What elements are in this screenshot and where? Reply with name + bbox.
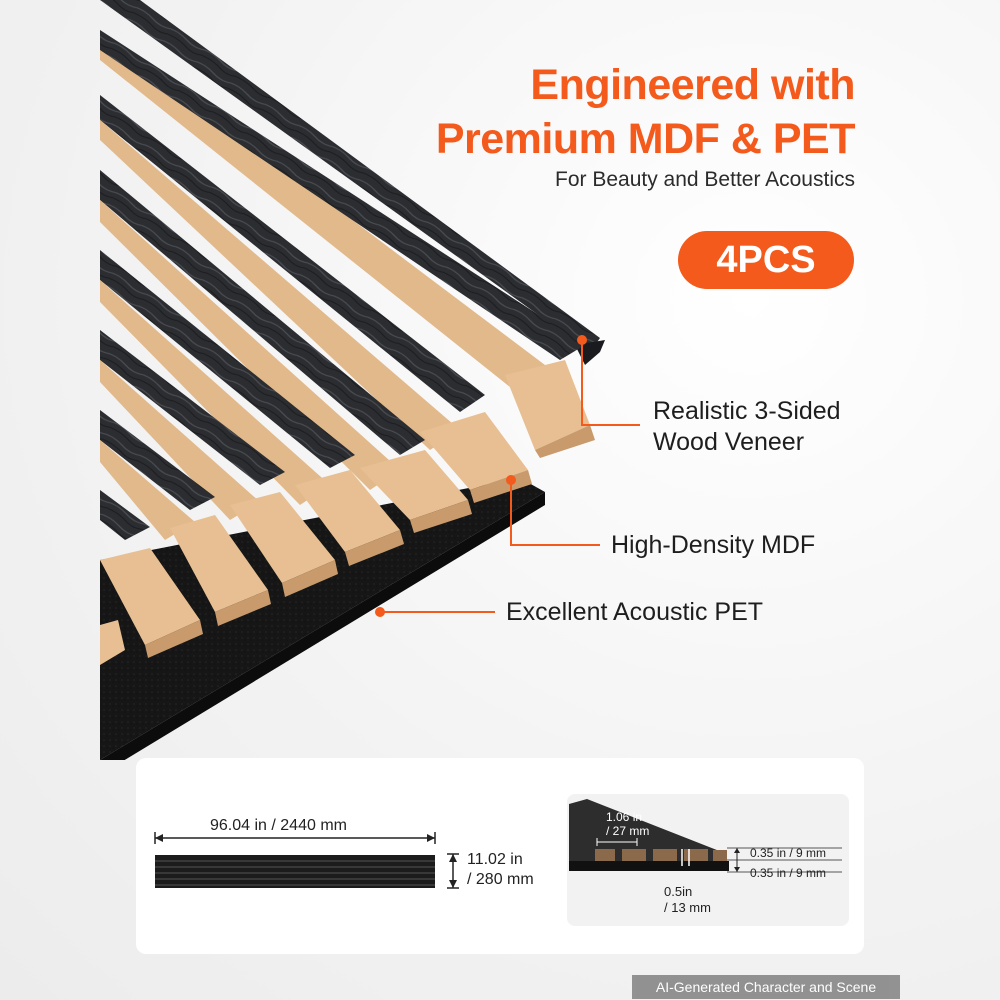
callout-pet: Excellent Acoustic PET: [506, 598, 764, 626]
callout-veneer-line-2: Wood Veneer: [653, 428, 805, 456]
ai-generated-watermark: AI-Generated Character and Scene: [632, 975, 900, 999]
callout-veneer-line-1: Realistic 3-Sided: [653, 397, 841, 425]
length-label: 96.04 in / 2440 mm: [210, 817, 347, 834]
callout-veneer: [653, 396, 841, 458]
callout-mdf: High-Density MDF: [611, 531, 816, 559]
gap-line-1: 0.5in: [664, 884, 693, 899]
headline-line-1: Engineered with: [530, 61, 855, 109]
slat-thickness-label: 0.35 in / 9 mm: [750, 846, 827, 860]
width-arrow: [443, 852, 463, 890]
slat-width-line-1: 1.06 in: [606, 810, 643, 824]
width-label-line-2: / 280 mm: [467, 871, 534, 888]
width-label-line-1: 11.02 in: [467, 851, 523, 868]
slat-width-label: [606, 810, 649, 838]
gap-label: [664, 884, 711, 916]
width-label: [467, 850, 534, 890]
quantity-badge: 4PCS: [678, 231, 854, 289]
slat-width-line-2: / 27 mm: [606, 824, 650, 838]
subheadline: For Beauty and Better Acoustics: [555, 168, 855, 191]
headline-line-2: Premium MDF & PET: [435, 115, 855, 163]
panel-top-view: [150, 830, 450, 895]
gap-line-2: / 13 mm: [664, 900, 711, 915]
headline: [380, 58, 855, 166]
felt-thickness-label: 0.35 in / 9 mm: [750, 866, 827, 880]
